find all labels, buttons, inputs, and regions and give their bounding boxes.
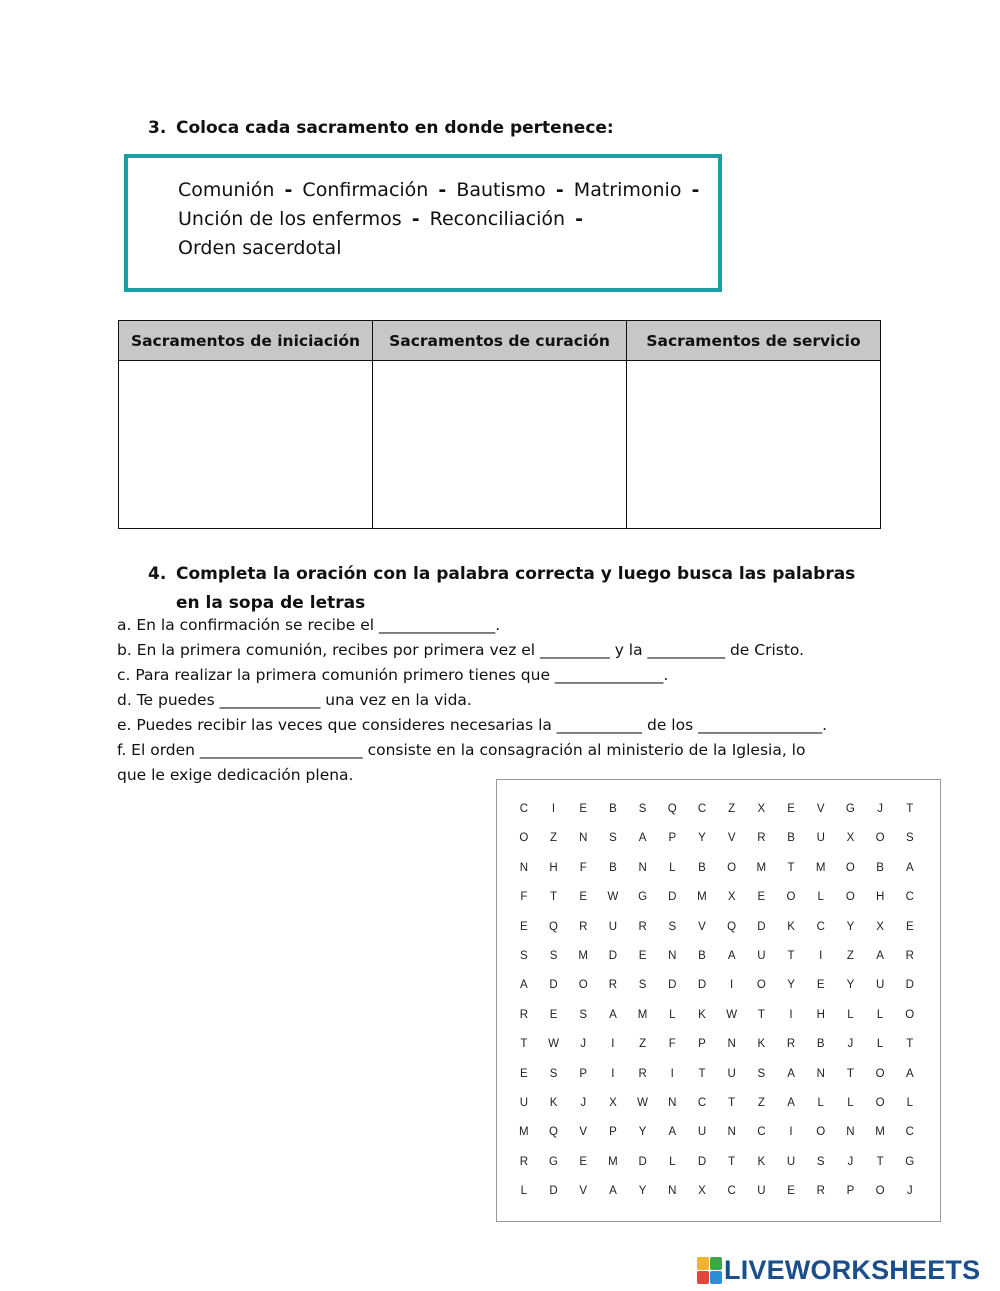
sentence-a: a. En la confirmación se recibe el _______________. <box>117 616 501 634</box>
word-search-cell[interactable]: E <box>579 891 588 904</box>
word-search-cell[interactable]: R <box>638 1067 647 1080</box>
word-search-cell[interactable]: S <box>668 920 677 933</box>
word-search-cell[interactable]: R <box>519 1155 528 1168</box>
question-4-heading <box>148 560 908 618</box>
word-search-cell[interactable]: Y <box>846 920 855 933</box>
word-search-cell[interactable]: Y <box>787 979 795 992</box>
word-search-cell[interactable]: L <box>817 891 824 904</box>
word-search-cell[interactable]: X <box>727 891 736 904</box>
word-search-cell[interactable]: O <box>786 891 796 904</box>
word-search-cell[interactable]: L <box>669 1008 676 1021</box>
word-search-cell[interactable]: E <box>816 979 825 992</box>
word-search-cell[interactable]: V <box>579 1185 588 1198</box>
word-search-cell[interactable]: S <box>520 949 528 962</box>
word-search-cell[interactable]: A <box>876 949 884 962</box>
word-search-cell[interactable]: X <box>698 1185 706 1198</box>
word-search-cell[interactable]: I <box>819 949 823 962</box>
word-search-cell[interactable]: T <box>520 1038 528 1051</box>
word-search-cell[interactable]: W <box>548 1038 559 1051</box>
word-search-cell[interactable]: Q <box>727 920 737 933</box>
header-iniciacion: Sacramentos de iniciación <box>119 321 373 361</box>
word-search-cell[interactable]: D <box>697 1155 707 1168</box>
word-search-cell[interactable]: U <box>816 832 825 845</box>
word-search-cell[interactable]: D <box>549 979 558 992</box>
word-search-cell[interactable]: N <box>579 832 588 845</box>
word-search-cell[interactable]: J <box>847 1155 854 1168</box>
word-search-cell[interactable]: U <box>875 979 885 992</box>
sentence-f: f. El orden _____________________ consiste en la consagración al ministerio de la Iglesia, lo <box>117 741 806 759</box>
word-search-cell[interactable]: U <box>786 1155 796 1168</box>
word-search-cell[interactable]: J <box>580 1038 587 1051</box>
word-search-cell[interactable]: B <box>876 861 884 874</box>
word-search-cell[interactable]: I <box>611 1038 615 1051</box>
word-search-cell[interactable]: E <box>638 949 647 962</box>
word-search-cell[interactable]: N <box>846 1126 855 1139</box>
word-search-cell[interactable]: M <box>875 1126 885 1139</box>
badge-square <box>697 1257 709 1270</box>
word-search-cell[interactable]: C <box>697 1096 707 1109</box>
question-3-number: 3. <box>148 118 167 138</box>
header-curacion: Sacramentos de curación <box>373 321 627 361</box>
sacraments-table <box>118 320 881 529</box>
word-search-cell[interactable]: E <box>787 803 795 815</box>
word-search-cell[interactable]: Y <box>698 832 706 845</box>
word-search-cell[interactable]: A <box>787 1096 795 1109</box>
word-search-cell[interactable]: N <box>668 949 677 962</box>
word-search-cell[interactable]: L <box>669 861 676 874</box>
word-search-cell[interactable]: M <box>637 1008 648 1021</box>
word-bank-line-1 <box>178 176 703 205</box>
word-search-cell[interactable]: N <box>816 1067 825 1080</box>
word-search-cell[interactable]: B <box>787 832 795 845</box>
word-search-cell[interactable]: N <box>668 1185 677 1198</box>
word-separator: - <box>284 179 293 201</box>
word-search-cell[interactable]: K <box>757 1155 766 1168</box>
word-search-cell[interactable]: I <box>611 1067 615 1080</box>
header-servicio: Sacramentos de servicio <box>627 321 880 361</box>
badge-square <box>710 1257 722 1270</box>
word-search-cell[interactable]: T <box>787 861 795 874</box>
word-reconciliacion: Reconciliación <box>429 208 566 230</box>
word-search-cell[interactable]: E <box>520 920 528 933</box>
word-search-cell[interactable]: A <box>905 861 914 874</box>
word-separator: - <box>438 179 447 201</box>
word-search-cell[interactable]: A <box>787 1067 795 1080</box>
word-search-cell[interactable]: V <box>727 832 736 845</box>
word-search-cell[interactable]: S <box>549 1067 558 1080</box>
word-search-cell[interactable]: E <box>905 920 914 933</box>
word-search-cell[interactable]: J <box>877 803 883 815</box>
word-search-cell[interactable]: H <box>816 1008 825 1021</box>
word-search-cell[interactable]: J <box>847 1038 854 1051</box>
word-search-cell[interactable]: S <box>609 832 617 845</box>
question-3-title: Coloca cada sacramento en donde pertenece: <box>176 118 614 138</box>
word-search-cell[interactable]: U <box>519 1096 528 1109</box>
word-separator: - <box>555 179 564 201</box>
word-search-cell[interactable]: S <box>757 1067 766 1080</box>
word-search-cell[interactable]: G <box>905 1155 915 1168</box>
word-search-cell[interactable]: P <box>698 1038 706 1051</box>
word-search-cell[interactable]: C <box>727 1185 736 1198</box>
question-4-title-line-2: en la sopa de letras <box>176 593 366 613</box>
word-search-cell[interactable]: R <box>905 949 914 962</box>
word-search-cell[interactable]: O <box>845 861 855 874</box>
word-search-cell[interactable]: A <box>727 949 736 962</box>
word-search-cell[interactable]: U <box>608 920 618 933</box>
word-search-cell[interactable]: A <box>609 1185 617 1198</box>
word-search-cell[interactable]: B <box>816 1038 825 1051</box>
word-search-cell[interactable]: E <box>520 1067 528 1080</box>
word-matrimonio: Matrimonio <box>573 179 682 201</box>
word-search-cell[interactable]: T <box>698 1067 706 1080</box>
word-search-cell[interactable]: T <box>906 1038 914 1051</box>
word-search-cell[interactable]: M <box>519 1126 529 1139</box>
word-search-cell[interactable]: P <box>846 1185 855 1198</box>
word-search-cell[interactable]: A <box>905 1067 914 1080</box>
word-search-cell[interactable]: D <box>697 979 707 992</box>
word-search-cell[interactable]: L <box>669 1155 676 1168</box>
word-search-cell[interactable]: L <box>520 1185 528 1198</box>
word-search-cell[interactable]: S <box>638 803 647 815</box>
word-search-cell[interactable]: T <box>906 803 914 815</box>
word-search-cell[interactable]: N <box>727 1038 736 1051</box>
word-search-cell[interactable]: Q <box>667 803 677 815</box>
word-search-cell[interactable]: D <box>905 979 914 992</box>
word-search-cell[interactable]: F <box>520 891 528 904</box>
word-search-cell[interactable]: K <box>787 920 795 933</box>
question-3-heading <box>148 118 614 138</box>
word-search-cell[interactable]: P <box>579 1067 588 1080</box>
word-search-cell[interactable]: S <box>549 949 558 962</box>
word-search-cell[interactable]: J <box>580 1096 587 1109</box>
word-search-cell[interactable]: O <box>519 832 529 845</box>
sentence-d: d. Te puedes _____________ una vez en la vida. <box>117 691 472 709</box>
word-search-cell[interactable]: U <box>757 1185 766 1198</box>
word-search-cell[interactable]: S <box>905 832 914 845</box>
word-search-cell[interactable]: K <box>757 1038 766 1051</box>
word-search-cell[interactable]: E <box>787 1185 795 1198</box>
word-search-cell[interactable]: W <box>607 891 619 904</box>
word-search-cell[interactable]: M <box>756 861 767 874</box>
word-search-cell[interactable]: W <box>637 1096 649 1109</box>
word-search-cell[interactable]: O <box>875 832 885 845</box>
word-search-cell[interactable]: O <box>875 1185 885 1198</box>
word-search-cell[interactable]: I <box>551 803 556 815</box>
word-comunion: Comunión <box>178 179 275 201</box>
word-search-cell[interactable]: Y <box>638 1126 647 1139</box>
word-search-cell[interactable]: M <box>815 861 826 874</box>
word-separator: - <box>691 179 700 201</box>
word-search-cell[interactable]: R <box>608 979 618 992</box>
word-search-cell[interactable]: D <box>638 1155 647 1168</box>
badge-square <box>697 1271 709 1284</box>
word-search-cell[interactable]: S <box>638 979 647 992</box>
word-search-cell[interactable]: U <box>757 949 766 962</box>
drop-zone-iniciacion[interactable] <box>119 361 373 528</box>
word-search-cell[interactable]: C <box>905 1126 914 1139</box>
word-search-cell[interactable]: L <box>906 1096 913 1109</box>
word-search-cell[interactable]: G <box>549 1155 558 1168</box>
word-search-cell[interactable]: S <box>816 1155 825 1168</box>
word-search-cell[interactable]: C <box>519 803 528 815</box>
word-search-cell[interactable]: B <box>609 861 617 874</box>
logo-text: LIVEWORKSHEETS <box>724 1254 981 1285</box>
word-search-cell[interactable]: Y <box>638 1185 647 1198</box>
word-search-cell[interactable]: C <box>816 920 825 933</box>
word-bank-box <box>124 154 722 292</box>
word-search-cell[interactable]: N <box>727 1126 736 1139</box>
word-search-cell[interactable]: T <box>728 1155 736 1168</box>
word-search-cell[interactable]: X <box>609 1096 617 1109</box>
word-search-cell[interactable]: O <box>905 1008 915 1021</box>
sentence-c: c. Para realizar la primera comunión primero tienes que ______________. <box>117 666 669 684</box>
word-search-cell[interactable]: A <box>609 1008 617 1021</box>
word-search-cell[interactable]: N <box>519 861 528 874</box>
word-search-cell[interactable]: K <box>549 1096 558 1109</box>
word-search-cell[interactable]: I <box>789 1126 793 1139</box>
word-search-cell[interactable]: C <box>697 803 707 815</box>
word-search-cell[interactable]: O <box>845 891 855 904</box>
sentence-b: b. En la primera comunión, recibes por primera vez el _________ y la __________ de Cristo. <box>117 641 805 659</box>
word-confirmacion: Confirmación <box>302 179 429 201</box>
word-search-cell[interactable]: I <box>670 1067 674 1080</box>
word-search-cell[interactable]: A <box>520 979 528 992</box>
word-uncion: Unción de los enfermos <box>178 208 402 230</box>
word-search-cell[interactable]: T <box>846 1067 854 1080</box>
word-search-cell[interactable]: Y <box>846 979 855 992</box>
word-search-cell[interactable]: D <box>757 920 766 933</box>
word-search-cell[interactable]: M <box>608 1155 618 1168</box>
word-search-cell[interactable]: O <box>816 1126 826 1139</box>
word-search-cell[interactable]: F <box>579 861 587 874</box>
sentence-f-continued: que le exige dedicación plena. <box>117 766 354 784</box>
question-4-title-line-1: Completa la oración con la palabra correcta y luego busca las palabras <box>176 564 856 584</box>
word-search-cell[interactable]: L <box>847 1008 854 1021</box>
word-search-cell[interactable]: N <box>638 861 647 874</box>
word-search-cell[interactable]: T <box>550 891 558 904</box>
word-orden-sacerdotal: Orden sacerdotal <box>178 237 342 259</box>
word-search-cell[interactable]: B <box>698 861 706 874</box>
badge-square <box>710 1271 722 1284</box>
word-search-cell[interactable]: V <box>579 1126 588 1139</box>
word-search-cell[interactable]: G <box>845 803 855 815</box>
word-search-cell[interactable]: S <box>579 1008 588 1021</box>
word-search-cell[interactable]: Z <box>550 832 558 845</box>
word-search-cell[interactable]: P <box>668 832 677 845</box>
word-search-cell[interactable]: X <box>876 920 884 933</box>
word-search-cell[interactable]: Z <box>728 803 736 815</box>
word-search-cell[interactable]: Q <box>549 920 558 933</box>
word-search-cell[interactable]: R <box>519 1008 528 1021</box>
word-search-cell[interactable]: U <box>697 1126 707 1139</box>
word-search-cell[interactable]: B <box>698 949 706 962</box>
word-bank-line-3 <box>178 234 703 263</box>
word-search-grid <box>509 795 925 1206</box>
word-bautismo: Bautismo <box>456 179 546 201</box>
word-search-cell[interactable]: L <box>817 1096 824 1109</box>
word-search-cell[interactable]: C <box>757 1126 766 1139</box>
word-search-cell[interactable]: E <box>579 1155 588 1168</box>
word-search-cell[interactable]: K <box>698 1008 706 1021</box>
word-search-cell[interactable]: J <box>906 1185 913 1198</box>
word-search-cell[interactable]: C <box>905 891 914 904</box>
word-search-cell[interactable]: D <box>668 979 677 992</box>
drop-zone-servicio[interactable] <box>627 361 880 528</box>
word-search-cell[interactable]: X <box>757 803 766 815</box>
word-search-cell[interactable]: O <box>727 861 737 874</box>
fill-in-sentences <box>117 613 887 788</box>
word-search-cell[interactable]: R <box>638 920 647 933</box>
word-search-cell[interactable]: V <box>816 803 825 815</box>
word-search-cell[interactable]: R <box>579 920 588 933</box>
word-search-cell[interactable]: M <box>578 949 589 962</box>
word-search-cell[interactable]: I <box>730 979 734 992</box>
word-search-cell[interactable]: O <box>875 1067 885 1080</box>
word-search-cell[interactable]: I <box>789 1008 793 1021</box>
word-search-cell[interactable]: B <box>609 803 617 815</box>
word-search-box <box>496 779 941 1222</box>
word-search-cell[interactable]: O <box>875 1096 885 1109</box>
word-search-cell[interactable]: Z <box>757 1096 765 1109</box>
word-search-cell[interactable]: H <box>549 861 558 874</box>
word-search-cell[interactable]: R <box>816 1185 825 1198</box>
word-search-cell[interactable]: M <box>697 891 707 904</box>
word-search-cell[interactable]: L <box>847 1096 854 1109</box>
word-search-cell[interactable]: T <box>787 949 795 962</box>
word-search-cell[interactable]: D <box>549 1185 558 1198</box>
word-search-cell[interactable]: X <box>846 832 855 845</box>
word-separator: - <box>575 208 584 230</box>
word-search-cell[interactable]: D <box>668 891 677 904</box>
logo-badge-icon <box>697 1257 721 1283</box>
word-search-cell[interactable]: W <box>726 1008 738 1021</box>
word-search-cell[interactable]: F <box>668 1038 676 1051</box>
question-4-number: 4. <box>148 564 167 584</box>
word-search-cell[interactable]: E <box>549 1008 558 1021</box>
word-search-cell[interactable]: Z <box>639 1038 647 1051</box>
word-search-cell[interactable]: N <box>668 1096 677 1109</box>
liveworksheets-logo <box>697 1253 980 1287</box>
word-search-cell[interactable]: Q <box>549 1126 558 1139</box>
word-search-cell[interactable]: O <box>578 979 588 992</box>
word-search-cell[interactable]: L <box>876 1008 884 1021</box>
sentence-e: e. Puedes recibir las veces que consideres necesarias la ___________ de los ________________. <box>117 716 828 734</box>
word-search-cell[interactable]: T <box>757 1008 765 1021</box>
drop-zone-curacion[interactable] <box>373 361 627 528</box>
word-search-cell[interactable]: U <box>727 1067 736 1080</box>
word-search-cell[interactable]: G <box>638 891 648 904</box>
word-search-cell[interactable]: H <box>875 891 885 904</box>
word-search-cell[interactable]: P <box>609 1126 617 1139</box>
word-search-cell[interactable]: A <box>668 1126 677 1139</box>
word-search-cell[interactable]: E <box>757 891 766 904</box>
word-search-cell[interactable]: L <box>876 1038 884 1051</box>
word-search-cell[interactable]: T <box>876 1155 884 1168</box>
word-search-cell[interactable]: Z <box>846 949 854 962</box>
word-search-cell[interactable]: V <box>698 920 706 933</box>
word-search-cell[interactable]: T <box>728 1096 736 1109</box>
word-search-cell[interactable]: O <box>756 979 766 992</box>
word-search-cell[interactable]: E <box>579 803 588 815</box>
word-search-cell[interactable]: D <box>608 949 618 962</box>
word-search-cell[interactable]: R <box>786 1038 796 1051</box>
word-search-cell[interactable]: A <box>638 832 647 845</box>
word-bank-line-2 <box>178 205 703 234</box>
word-separator: - <box>411 208 420 230</box>
word-search-cell[interactable]: R <box>757 832 766 845</box>
